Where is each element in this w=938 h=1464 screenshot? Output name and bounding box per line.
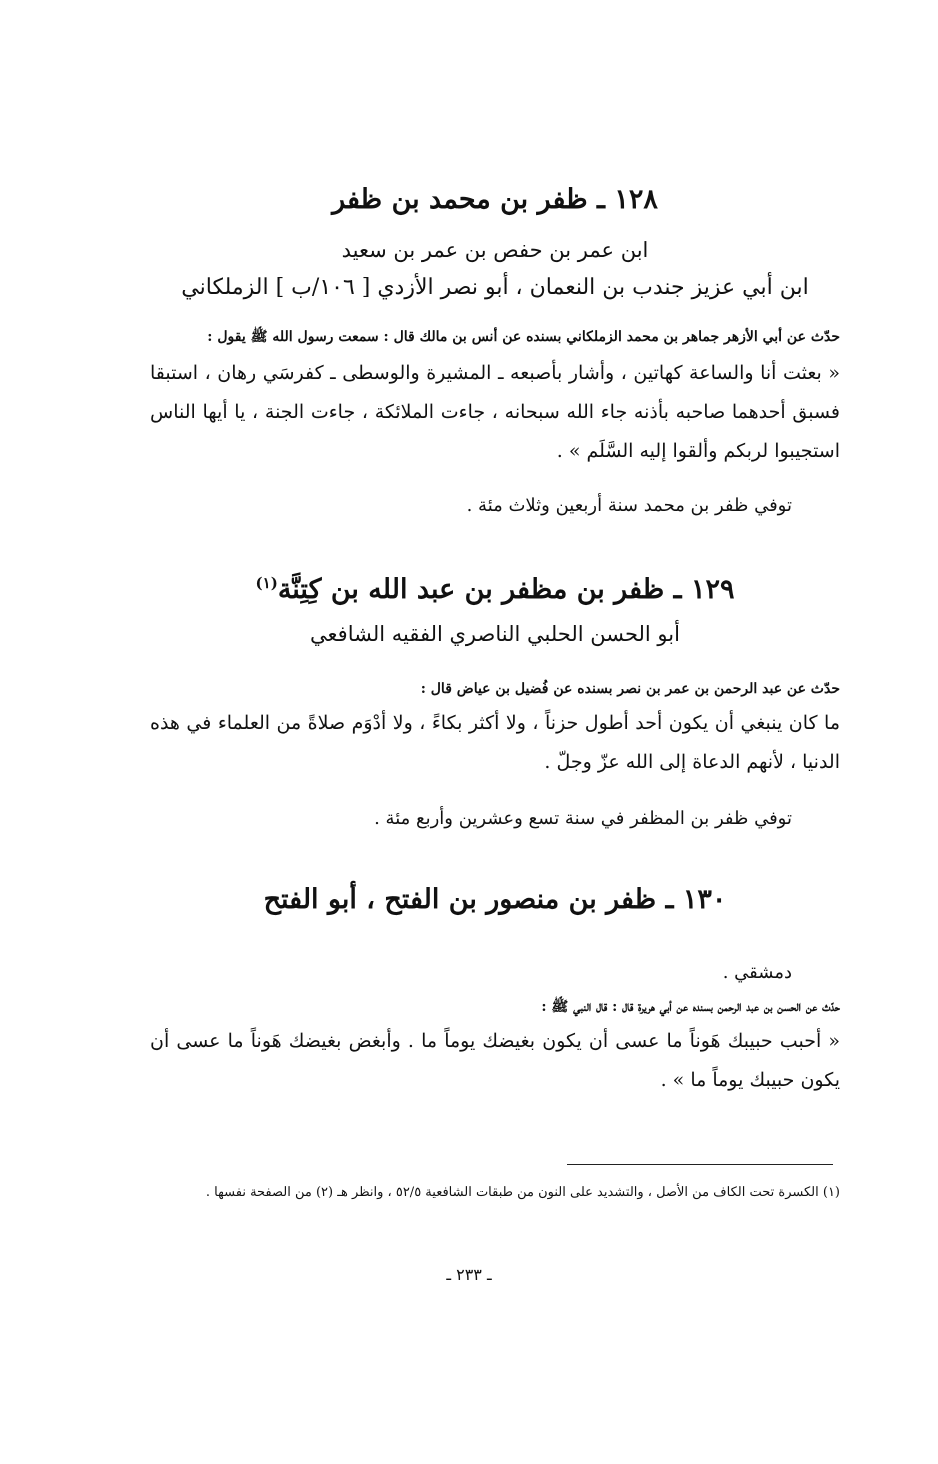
entry-title (150, 563, 840, 610)
death-note: توفي ظفر بن محمد سنة أربعين وثلاث مئة . (466, 495, 792, 516)
death-note: توفي ظفر بن المظفر في سنة تسع وعشرين وأربع مئة . (374, 808, 792, 829)
lineage-line: ابن أبي عزيز جندب بن النعمان ، أبو نصر الأزدي [ ١٠٦/ب ] الزملكاني (181, 275, 809, 300)
entry-title-text: ١٢٩ ـ ظفر بن مظفر بن عبد الله بن كِتِنَّة (277, 574, 735, 605)
hadith-text: « بعثت أنا والساعة كهاتين ، وأشار بأصبعه ـ المشيرة والوسطى ـ كفرسَي رهان ، استبقا فسبق أحدهما صاحبه بأذنه جاء الله سبحانه ، جاءت الملائكة ، جاءت الجنة ، يا أيها الناس استجيبوا لربكم وألقوا إليه السَّلَم » . (150, 362, 840, 462)
entry-129 (150, 563, 840, 836)
isnad-text: حدّث عن الحسن بن عبد الرحمن بسنده عن أبي هريرة قال : قال النبي ﷺ : (541, 999, 840, 1015)
nisba-line: دمشقي . (722, 962, 792, 983)
footnote-marker: (١) (255, 574, 278, 592)
entry-128 (150, 180, 840, 523)
footnote: (١) الكسرة تحت الكاف من الأصل ، والتشديد على النون من طبقات الشافعية ٥٢/٥ ، وانظر هـ (٢) من الصفحة نفسها . (205, 1185, 840, 1200)
page-content (150, 180, 840, 1100)
footnote-divider (567, 1164, 833, 1165)
lineage-line: أبو الحسن الحلبي الناصري الفقيه الشافعي (310, 622, 680, 646)
isnad-text: حدّث عن أبي الأزهر جماهر بن محمد الزملكاني بسنده عن أنس بن مالك قال : سمعت رسول الله ﷺ يقول : (207, 329, 840, 345)
quote-text: ما كان ينبغي أن يكون أحد أطول حزناً ، ولا أكثر بكاءً ، ولا أدْوَم صلاةً من العلماء في هذه الدنيا ، لأنهم الدعاة إلى الله عزّ وجلّ . (150, 712, 840, 773)
entry-130 (150, 880, 840, 1100)
isnad-text: حدّث عن عبد الرحمن بن عمر بن نصر بسنده عن فُضيل بن عياض قال : (420, 681, 840, 697)
entry-title: ١٢٨ ـ ظفر بن محمد بن ظفر (332, 184, 658, 215)
entry-title: ١٣٠ ـ ظفر بن منصور بن الفتح ، أبو الفتح (263, 884, 727, 915)
lineage-line: ابن عمر بن حفص بن عمر بن سعيد (341, 238, 649, 262)
page-number: ـ ٢٣٣ ـ (446, 1265, 492, 1284)
hadith-text: « أحبب حبيبك هَوناً ما عسى أن يكون بغيضك يوماً ما . وأبغض بغيضك هَوناً ما عسى أن يكون حبيبك يوماً ما » . (150, 1030, 840, 1091)
